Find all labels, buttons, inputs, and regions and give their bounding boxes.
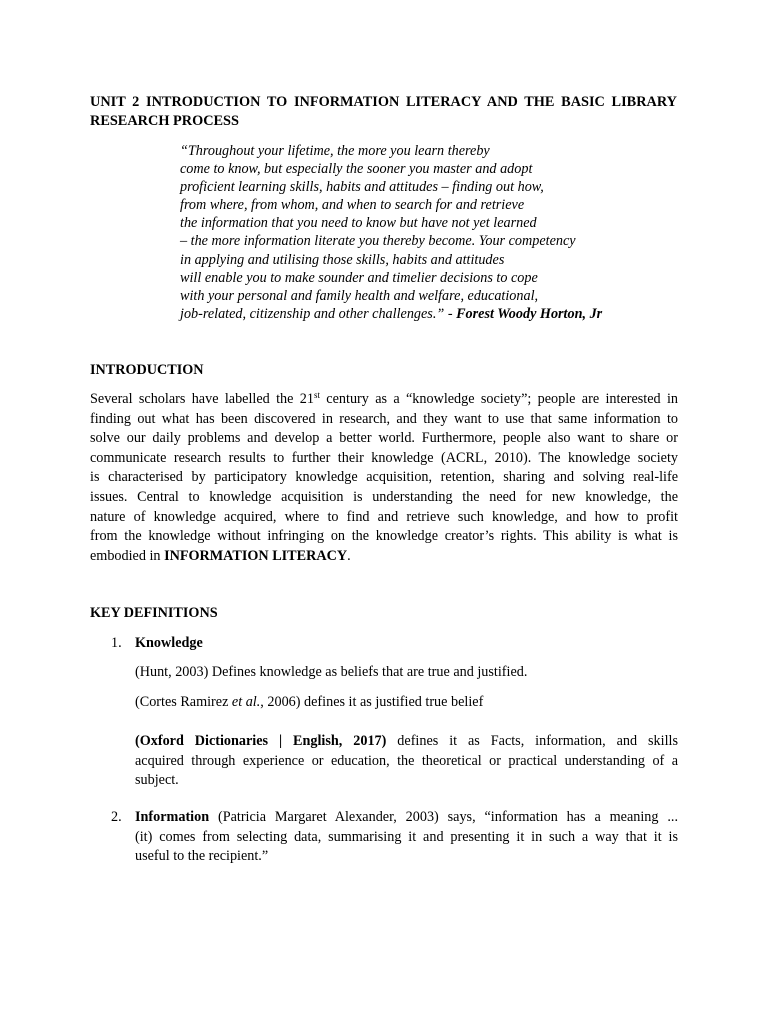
paragraph-line: is characterised by participatory knowledge acquisition, retention, sharing and solving real-life xyxy=(90,469,678,486)
line-text: Several scholars have labelled the 21 xyxy=(90,391,314,407)
quote-line: the information that you need to know but have not yet learned xyxy=(180,215,537,232)
quote-last-line xyxy=(180,305,650,323)
def-line: (it) comes from selecting data, summarising it and presenting it in such a way that it is xyxy=(135,828,678,845)
paragraph-line: communicate research results to further their knowledge (ACRL, 2010). The knowledge society xyxy=(90,449,678,466)
def-text: (Cortes Ramirez xyxy=(135,694,232,710)
def-italic: et al. xyxy=(231,694,261,710)
quote-line: proficient learning skills, habits and attitudes – finding out how, xyxy=(180,179,544,196)
knowledge-definition-cortes xyxy=(135,693,678,713)
def-line xyxy=(135,808,678,828)
quote-line: come to know, but especially the sooner you master and adopt xyxy=(180,161,533,178)
paragraph-line: solve our daily problems and develop a better world. Furthermore, people also want to share or xyxy=(90,430,678,447)
quote-line: – the more information literate you thereby become. Your competency xyxy=(180,233,576,250)
page-title: UNIT 2 INTRODUCTION TO INFORMATION LITERACY AND THE BASIC LIBRARY RESEARCH PROCESS xyxy=(90,94,677,129)
superscript: st xyxy=(313,390,320,400)
paragraph-line: issues. Central to knowledge acquisition is understanding the need for new knowledge, the xyxy=(90,488,678,505)
knowledge-label: Knowledge xyxy=(135,635,203,651)
list-number: 1. xyxy=(111,635,122,651)
knowledge-definition-oxford xyxy=(135,732,678,791)
def-text: , 2006) defines it as justified true belief xyxy=(260,694,484,710)
knowledge-definition-hunt: (Hunt, 2003) Defines knowledge as beliefs that are true and justified. xyxy=(135,664,528,680)
line-text: . xyxy=(347,547,351,564)
paragraph-line: nature of knowledge acquired, where to find and retrieve such knowledge, and how to profit xyxy=(90,508,678,525)
quote-line: from where, from whom, and when to search for and retrieve xyxy=(180,197,525,214)
information-label: Information xyxy=(135,809,210,825)
line-text: century as a “knowledge society”; people are interested in xyxy=(319,391,678,407)
introduction-heading: INTRODUCTION xyxy=(90,362,204,378)
key-definitions-heading: KEY DEFINITIONS xyxy=(90,605,218,621)
quote-line: will enable you to make sounder and timelier decisions to cope xyxy=(180,269,538,286)
def-line: subject. xyxy=(135,772,179,789)
list-number: 2. xyxy=(111,809,122,825)
quote-author: Forest Woody Horton, Jr xyxy=(456,305,603,322)
paragraph-line: from the knowledge without infringing on the knowledge creator’s rights. This ability is what is xyxy=(90,528,678,545)
def-text: defines it as Facts, information, and skills xyxy=(386,733,678,749)
def-text: (Patricia Margaret Alexander, 2003) says, “information has a meaning ... xyxy=(209,809,678,825)
paragraph-line xyxy=(90,390,678,410)
line-text: embodied in xyxy=(90,547,165,564)
paragraph-line xyxy=(90,547,678,567)
quote-line: with your personal and family health and welfare, educational, xyxy=(180,287,539,304)
bold-term: INFORMATION LITERACY xyxy=(164,547,348,564)
def-line: acquired through experience or education, the theoretical or practical understanding of a xyxy=(135,752,678,769)
paragraph-line: finding out what has been discovered in research, and they want to use that same information to xyxy=(90,410,678,427)
epigraph-quote xyxy=(180,142,650,323)
quote-line: in applying and utilising those skills, habits and attitudes xyxy=(180,251,505,268)
def-source: (Oxford Dictionaries | English, 2017) xyxy=(135,733,387,749)
information-definition xyxy=(135,808,678,867)
introduction-paragraph xyxy=(90,390,678,566)
quote-line: “Throughout your lifetime, the more you learn thereby xyxy=(180,143,490,159)
def-line xyxy=(135,732,678,752)
quote-line-text: job-related, citizenship and other challenges.” - xyxy=(180,305,457,322)
def-line: useful to the recipient.” xyxy=(135,848,269,865)
